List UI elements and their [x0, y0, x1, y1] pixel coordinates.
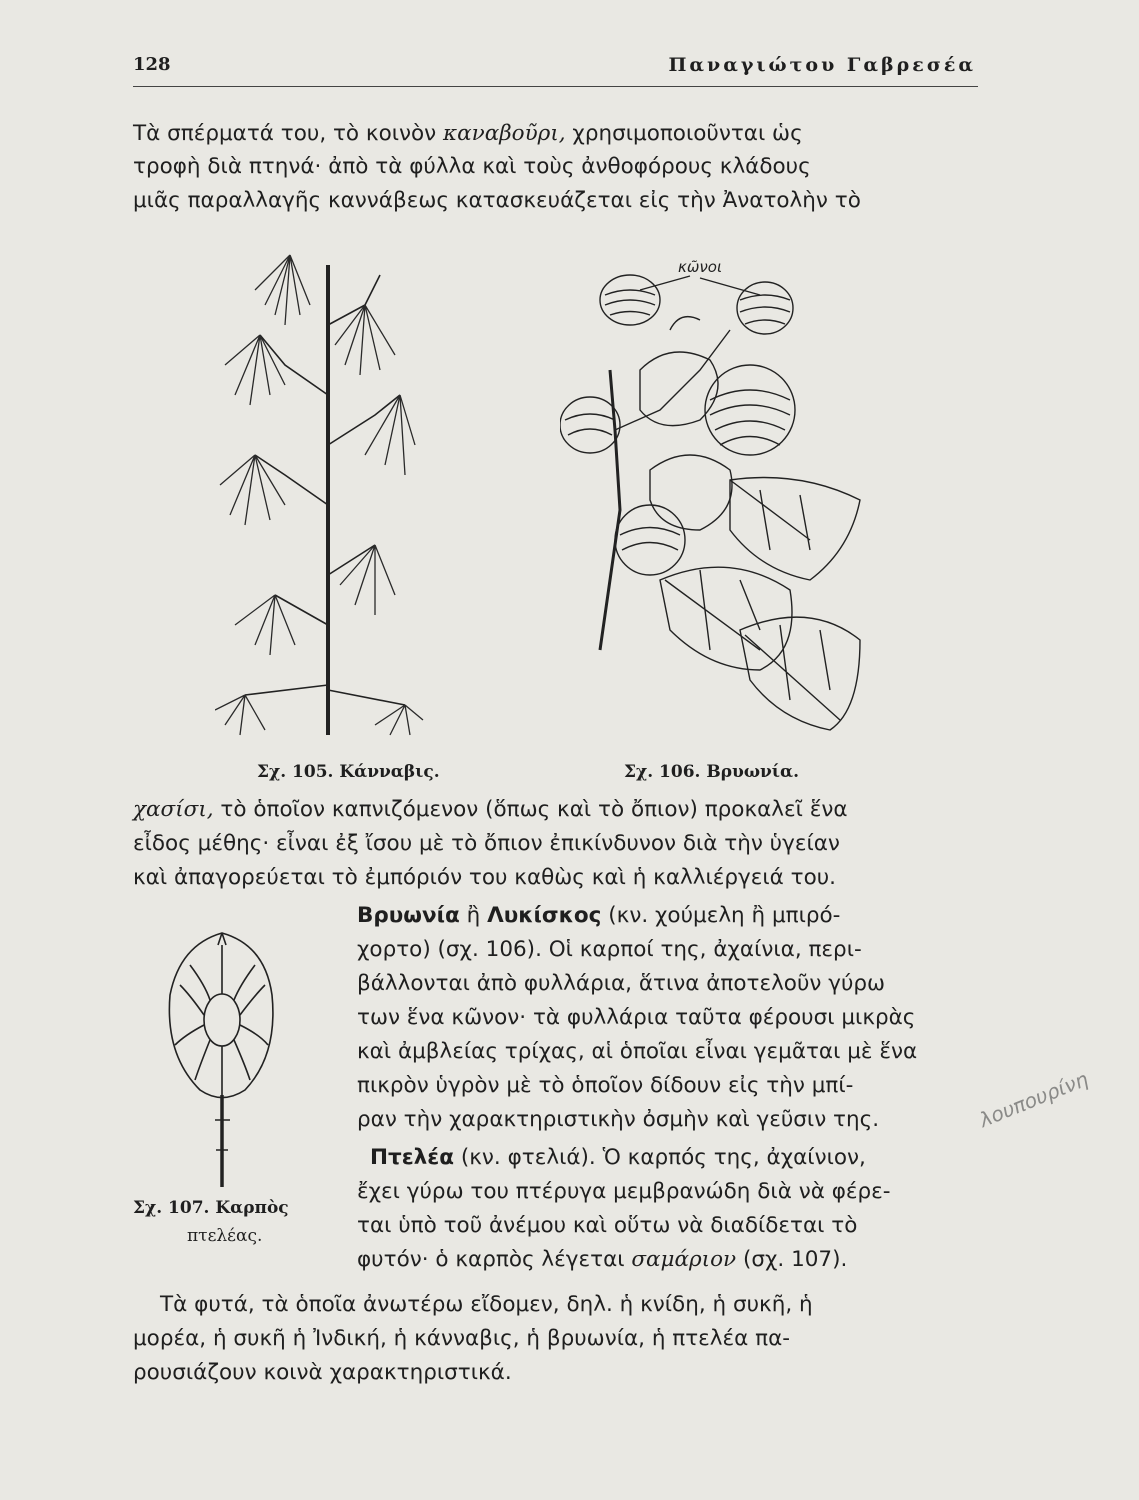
paragraph-line: ρουσιάζουν κοινὰ χαρακτηριστικά. [133, 1360, 512, 1385]
handwritten-margin-note: λουπουρίνη [976, 1066, 1092, 1132]
paragraph-line [133, 117, 803, 151]
page-header [133, 50, 978, 87]
paragraph-line [370, 1141, 866, 1175]
paragraph-line [133, 793, 848, 827]
paragraph-line: ται ὑπὸ τοῦ ἀνέμου καὶ οὕτω νὰ διαδίδεται τὸ [357, 1213, 858, 1238]
figure-107-caption-line2: πτελέας. [187, 1226, 263, 1246]
paragraph-line: ραν τὴν χαρακτηριστικὴν ὀσμὴν καὶ γεῦσιν της. [357, 1107, 880, 1132]
paragraph-line: καὶ ἀμβλείας τρίχας, αἱ ὁποῖαι εἶναι γεμᾶται μὲ ἕνα [357, 1039, 918, 1064]
cones-label: κῶνοι [678, 258, 723, 276]
page-number: 128 [133, 54, 171, 75]
paragraph-line: μορέα, ἡ συκῆ ἡ Ἰνδική, ἡ κάνναβις, ἡ βρυωνία, ἡ πτελέα πα- [133, 1326, 791, 1351]
section-term: Πτελέα [370, 1145, 455, 1170]
italic-term: καναβοῦρι, [443, 121, 566, 146]
text-span: ἢ [459, 903, 488, 928]
paragraph-line: τροφὴ διὰ πτηνά· ἀπὸ τὰ φύλλα καὶ τοὺς ἀνθοφόρους κλάδους [133, 154, 811, 179]
text-span: τὸ ὁποῖον καπνιζόμενον (ὅπως καὶ τὸ ὄπιον) προκαλεῖ ἕνα [213, 797, 848, 822]
figure-107-caption-line1: Σχ. 107. Καρπὸς [133, 1198, 289, 1218]
hemp-plant-illustration [215, 245, 425, 740]
paragraph-line: πικρὸν ὑγρὸν μὲ τὸ ὁποῖον δίδουν εἰς τὴν μπί- [357, 1073, 854, 1098]
hops-plant-illustration [560, 250, 890, 740]
text-span: Τὰ σπέρματά του, τὸ κοινὸν [133, 121, 444, 146]
section-term: Βρυωνία [357, 903, 460, 928]
text-span: φυτόν· ὁ καρπὸς λέγεται [357, 1247, 632, 1272]
running-head: Παναγιώτου Γαβρεσέα [668, 54, 976, 76]
paragraph-line: εἶδος μέθης· εἶναι ἐξ ἴσου μὲ τὸ ὄπιον ἐπικίνδυνον διὰ τὴν ὑγείαν [133, 831, 840, 856]
italic-term: χασίσι, [133, 797, 214, 822]
text-span: χρησιμοποιοῦνται ὡς [565, 121, 803, 146]
figure-106-caption: Σχ. 106. Βρυωνία. [624, 762, 800, 782]
figure-105-caption: Σχ. 105. Κάνναβις. [257, 762, 440, 782]
paragraph-line: μιᾶς παραλλαγῆς καννάβεως κατασκευάζεται εἰς τὴν Ἀνατολὴν τὸ [133, 188, 861, 213]
elm-fruit-illustration [160, 925, 285, 1190]
paragraph-line [357, 899, 840, 933]
italic-term: σαμάριον [631, 1247, 737, 1272]
paragraph-line: χορτο) (σχ. 106). Οἱ καρποί της, ἀχαίνια, περι- [357, 937, 862, 962]
paragraph-line: καὶ ἀπαγορεύεται τὸ ἐμπόριόν του καθὼς καὶ ἡ καλλιέργειά του. [133, 865, 837, 890]
section-term: Λυκίσκος [487, 903, 602, 928]
text-span: (κν. φτελιά). Ὁ καρπός της, ἀχαίνιον, [454, 1145, 866, 1170]
text-span: (κν. χούμελη ἢ μπιρό- [601, 903, 841, 928]
text-span: (σχ. 107). [736, 1247, 848, 1272]
paragraph-line: Τὰ φυτά, τὰ ὁποῖα ἀνωτέρω εἴδομεν, δηλ. ἡ κνίδη, ἡ συκῆ, ἡ [160, 1292, 813, 1317]
paragraph-line [357, 1243, 847, 1277]
paragraph-line: των ἕνα κῶνον· τὰ φυλλάρια ταῦτα φέρουσι μικρὰς [357, 1005, 916, 1030]
paragraph-line: ἔχει γύρω του πτέρυγα μεμβρανώδη διὰ νὰ φέρε- [357, 1179, 891, 1204]
paragraph-line: βάλλονται ἀπὸ φυλλάρια, ἅτινα ἀποτελοῦν γύρω [357, 971, 886, 996]
